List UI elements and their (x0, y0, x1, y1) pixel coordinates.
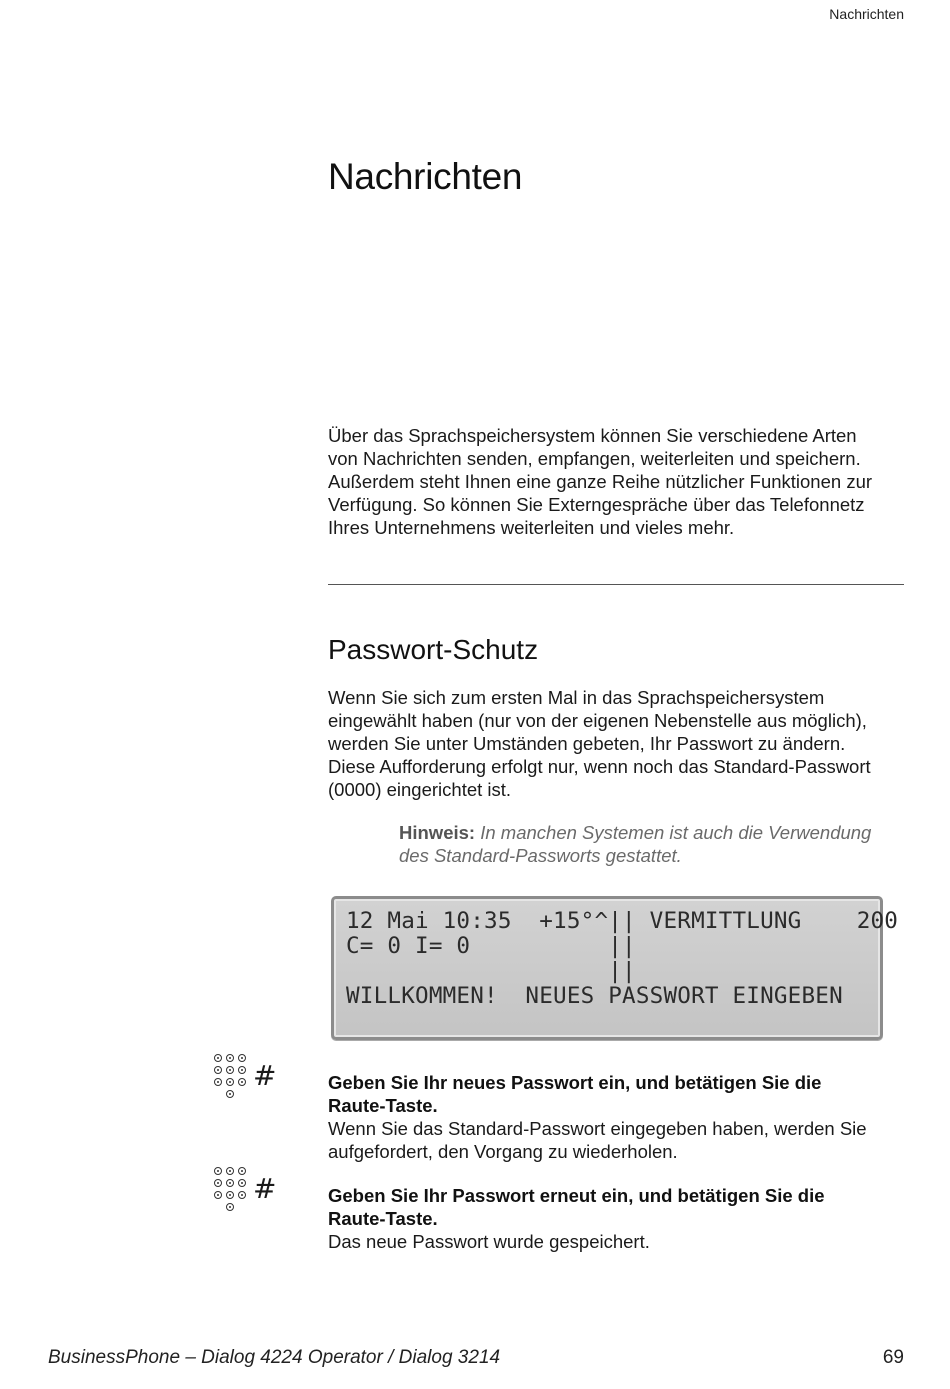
note-label: Hinweis: (399, 822, 476, 843)
display-line-3: || (346, 958, 636, 984)
step-2-instruction-cont: Raute-Taste. (328, 1208, 438, 1229)
page-title: Nachrichten (328, 156, 523, 197)
phone-display (331, 896, 899, 1040)
body-line: (0000) eingerichtet ist. (328, 779, 512, 800)
step-1-instruction-cont: Raute-Taste. (328, 1095, 438, 1116)
body-line: Wenn Sie sich zum ersten Mal in das Sprachspeichersystem (328, 687, 825, 708)
step-2 (328, 1184, 908, 1253)
step-2-instruction: Geben Sie Ihr Passwort erneut ein, und betätigen Sie die (328, 1185, 825, 1206)
body-line: werden Sie unter Umständen gebeten, Ihr Passwort zu ändern. (328, 733, 846, 754)
section-body (328, 686, 908, 801)
note-text-2: des Standard-Passworts gestattet. (399, 845, 682, 866)
step-1-text: Wenn Sie das Standard-Passwort eingegeben haben, werden Sie (328, 1118, 867, 1139)
display-line-1: 12 Mai 10:35 +15°^|| VERMITTLUNG 200 (346, 908, 899, 934)
running-header: Nachrichten (829, 6, 904, 22)
section-divider (328, 584, 904, 585)
intro-line: Außerdem steht Ihnen eine ganze Reihe nützlicher Funktionen zur (328, 471, 873, 492)
keypad-hash-icon: # (211, 1167, 281, 1223)
step-1 (328, 1071, 908, 1163)
body-line: Diese Aufforderung erfolgt nur, wenn noch das Standard-Passwort (328, 756, 871, 777)
intro-line: Ihres Unternehmens weiterleiten und vieles mehr. (328, 517, 735, 538)
page-number: 69 (882, 1347, 904, 1368)
step-1-instruction: Geben Sie Ihr neues Passwort ein, und betätigen Sie die (328, 1072, 822, 1093)
display-line-2: C= 0 I= 0 || (346, 933, 636, 959)
note-text-1: In manchen Systemen ist auch die Verwendung (480, 822, 872, 843)
section-title: Passwort-Schutz (328, 634, 539, 665)
step-2-text: Das neue Passwort wurde gespeichert. (328, 1231, 650, 1252)
step-1-text-cont: aufgefordert, den Vorgang zu wiederholen. (328, 1141, 678, 1162)
intro-line: Über das Sprachspeichersystem können Sie verschiedene Arten (328, 425, 857, 446)
keypad-hash-icon: # (211, 1054, 281, 1110)
display-line-4: WILLKOMMEN! NEUES PASSWORT EINGEBEN (346, 983, 843, 1009)
intro-line: Verfügung. So können Sie Externgespräche über das Telefonnetz (328, 494, 865, 515)
intro-line: von Nachrichten senden, empfangen, weiterleiten und speichern. (328, 448, 861, 469)
note (399, 821, 909, 867)
footer-product: BusinessPhone – Dialog 4224 Operator / Dialog 3214 (48, 1347, 501, 1368)
intro-paragraph (328, 424, 908, 539)
body-line: eingewählt haben (nur von der eigenen Nebenstelle aus möglich), (328, 710, 867, 731)
